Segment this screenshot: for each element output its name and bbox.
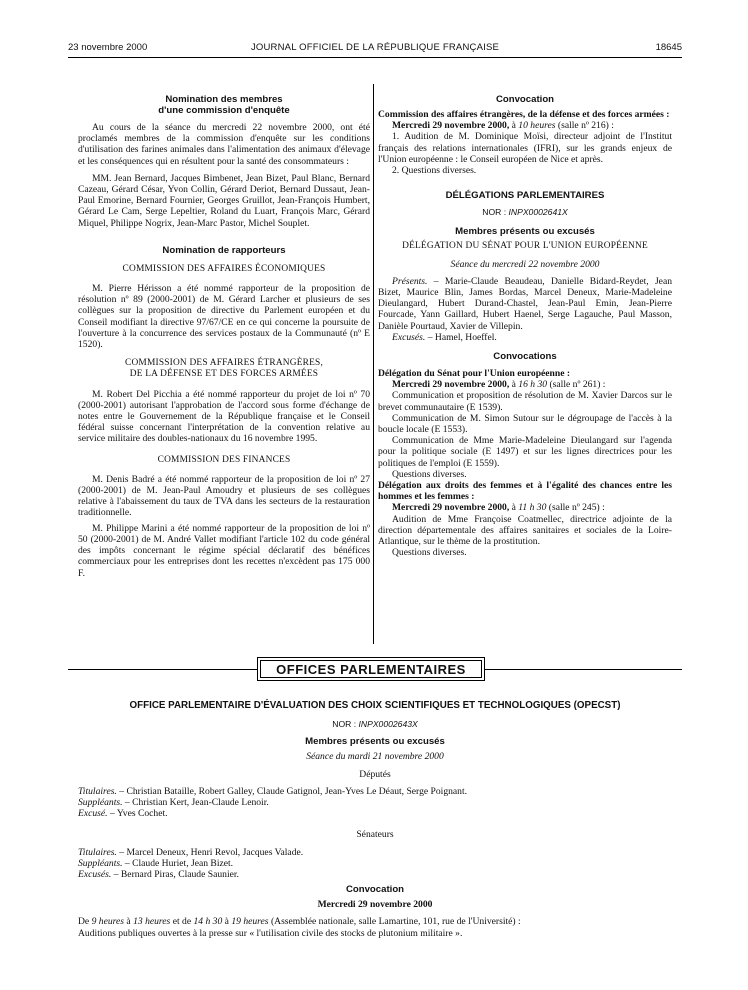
seance-date: Séance du mardi 21 novembre 2000 [306, 751, 444, 763]
members-title: Membres présents ou excusés [455, 226, 595, 238]
label: Suppléants. [78, 857, 123, 869]
commission-heading [78, 358, 370, 380]
date-bold: Mercredi 29 novembre 2000, [392, 379, 510, 391]
presents-list [378, 276, 672, 332]
offices-banner-title: OFFICES PARLEMENTAIRES [260, 660, 482, 678]
opecst-title: OFFICE PARLEMENTAIRE D'ÉVALUATION DES CHOIX SCIENTIFIQUES ET TECHNOLOGIQUES (OPECST) [129, 700, 621, 711]
names: – Christian Kert, Jean-Claude Lenoir. [122, 797, 269, 809]
label: Suppléants. [78, 797, 123, 809]
nor-reference [378, 207, 672, 218]
deputes-titulaires [78, 786, 672, 797]
time: 10 heures [518, 120, 556, 132]
text: à [222, 916, 232, 928]
text: à [509, 502, 519, 514]
place: (Assemblée nationale, salle Lamartine, 101, rue de l'Université) : [268, 916, 521, 928]
box-rule-right [485, 669, 682, 670]
time: 14 h 30 [193, 916, 223, 928]
group-heading-deputes: Députés [359, 768, 391, 780]
paragraph: M. Pierre Hérisson a été nommé rapporteur de la proposition de résolution nº 89 (2000-2001) de M. Gérard Larcher et plusieurs de ses collègues sur la proposition de directive du Parlement européen et du Conseil modifiant la directive 97/67/CE en ce qui concerne la poursuite de l'ouverture à la concurrence des services postaux de la Communauté (nº E 1520). [78, 283, 370, 351]
excuses-names: – Hamel, Hoeffel. [425, 331, 497, 343]
offices-banner [257, 657, 485, 681]
room: (salle nº 245) : [546, 502, 605, 514]
nor-label: NOR : [482, 207, 509, 218]
agenda-item: 1. Audition de M. Dominique Moïsi, directeur adjoint de l'Institut français des relations internationales (IFRI), sur les grands enjeux de l'Union européenne : le Conseil européen de Nice et après. [378, 131, 672, 165]
label: Titulaires. [78, 785, 117, 797]
left-column [78, 94, 370, 579]
convocation-text: Auditions publiques ouvertes à la presse sur « l'utilisation civile des stocks de plutonium militaire ». [78, 927, 463, 939]
paragraph: M. Robert Del Picchia a été nommé rapporteur du projet de loi nº 70 (2000-2001) autorisant l'approbation de l'accord sous forme d'échange de notes entre le Gouvernement de la République française et le Conseil fédéral suisse concernant l'interprétation de la convention relative au service militaire des doubles-nationaux du 16 novembre 1995. [78, 388, 370, 445]
nor-label: NOR : [332, 719, 359, 730]
agenda-item: Questions diverses. [392, 468, 467, 480]
group-heading-senateurs: Sénateurs [356, 829, 394, 841]
names: – Christian Bataille, Robert Galley, Claude Gatignol, Jean-Yves Le Déaut, Serge Poignant. [116, 785, 468, 797]
column-divider [373, 84, 374, 644]
commission-heading-line: COMMISSION DES AFFAIRES ÉTRANGÈRES, [125, 358, 323, 369]
delegation-name: Délégation du Sénat pour l'Union européenne : [378, 368, 571, 380]
agenda-item: Communication de M. Simon Sutour sur le dégroupage de l'accès à la boucle locale (E 1553). [378, 412, 672, 436]
names: – Yves Cochet. [107, 808, 168, 820]
convocation-date-line [378, 502, 672, 513]
delegation-name: Délégation aux droits des femmes et à l'égalité des chances entre les hommes et les femmes : [378, 480, 672, 503]
convocation-date-line [378, 379, 672, 390]
opecst-section [78, 700, 672, 939]
nor-code: INPX0002643X [358, 719, 418, 730]
commission-heading-line: DE LA DÉFENSE ET DES FORCES ARMÉES [129, 369, 319, 380]
nor-code: INPX0002641X [508, 207, 568, 218]
time: 9 heures [91, 916, 125, 928]
names: – Marcel Deneux, Henri Revol, Jacques Valade. [116, 846, 304, 858]
text: De [78, 916, 92, 928]
senateurs-titulaires [78, 847, 672, 858]
presents-label: Présents. [392, 275, 428, 287]
date-bold: Mercredi 29 novembre 2000, [392, 120, 510, 132]
paragraph: M. Denis Badré a été nommé rapporteur de la proposition de loi nº 27 (2000-2001) de M. Jean-Paul Amoudry et plusieurs de ses collègues relative à l'abaissement du taux de TVA dans les secteurs de la restauration traditionnelle. [78, 473, 370, 519]
date-bold: Mercredi 29 novembre 2000, [392, 502, 510, 514]
section-title-line: Nomination des membres [165, 94, 283, 105]
excuses-label: Excusés. [392, 331, 426, 343]
header-journal-title: JOURNAL OFFICIEL DE LA RÉPUBLIQUE FRANÇAISE [250, 42, 500, 53]
nor-reference [78, 719, 672, 730]
header-page-number: 18645 [655, 42, 682, 53]
page-header [68, 42, 682, 56]
header-date: 23 novembre 2000 [68, 42, 148, 53]
seance-date: Séance du mercredi 22 novembre 2000 [450, 258, 600, 270]
commission-name: Commission des affaires étrangères, de la défense et des forces armées : [378, 109, 670, 120]
paragraph: Au cours de la séance du mercredi 22 novembre 2000, ont été proclamés membres de la commission d'enquête sur les conditions d'utilisation des farines animales dans l'alimentation des animaux d'élevage et les conséquences qui en résultent pour la santé des consommateurs : [78, 122, 370, 167]
delegation-heading: DÉLÉGATION DU SÉNAT POUR L'UNION EUROPÉENNE [402, 241, 648, 252]
text: et de [170, 916, 194, 928]
convocation-title: Convocation [345, 884, 405, 896]
convocation-title: Convocation [495, 94, 555, 105]
box-rule-left [68, 669, 257, 670]
commission-heading: COMMISSION DES AFFAIRES ÉCONOMIQUES [122, 263, 326, 274]
text: à [509, 379, 519, 391]
room: (salle nº 216) : [555, 120, 614, 132]
agenda-item: Questions diverses. [392, 547, 467, 559]
agenda-item: Audition de Mme Françoise Coatmellec, directrice adjointe de la direction départementale des affaires sanitaires et sociales de la Loire-Atlantique, sur le thème de la prostitution. [378, 513, 672, 548]
senateurs-excuses [78, 869, 672, 880]
presents-names: – Marie-Claude Beaudeau, Danielle Bidard-Reydet, Jean Bizet, Maurice Blin, James Bordas, Marcel Deneux, Marie-Madeleine Dieulangard, Hubert Durand-Chastel, Jean-Paul Emin, Jean-Pierre Fourcade, Yann Gaillard, Hubert Haenel, Serge Lagauche, Paul Masson, Danièle Pourtaud, Xavier de Villepin. [378, 275, 672, 332]
senateurs-suppleants [78, 858, 672, 869]
label: Titulaires. [78, 846, 117, 858]
paragraph: M. Philippe Marini a été nommé rapporteur de la proposition de loi nº 50 (2000-2001) de M. André Vallet modifiant l'article 102 du code général des impôts concernant le régime spécial déclaratif des bénéfices commerciaux pour les entreprises dont les recettes n'excèdent pas 175 000 F. [78, 522, 370, 579]
convocation-date-line [378, 120, 672, 131]
section-title-line: d'une commission d'enquête [158, 105, 290, 116]
time: 19 heures [231, 916, 269, 928]
label: Excusés. [78, 869, 112, 881]
section-title-enquete [78, 94, 370, 116]
names: – Claude Huriet, Jean Bizet. [122, 857, 234, 869]
section-title-rapporteurs: Nomination de rapporteurs [162, 244, 286, 256]
text: à [124, 916, 134, 928]
time: 13 heures [133, 916, 171, 928]
agenda-item: 2. Questions diverses. [392, 165, 477, 177]
time: 16 h 30 [518, 379, 548, 391]
room: (salle nº 261) : [547, 379, 606, 391]
header-rule [68, 57, 682, 58]
label: Excusé. [78, 808, 108, 820]
right-column [378, 94, 672, 559]
delegations-title: DÉLÉGATIONS PARLEMENTAIRES [445, 190, 605, 202]
agenda-item: Communication de Mme Marie-Madeleine Dieulangard sur l'agenda pour la politique sociale (E 1497) et sur les lignes directrices pour les politiques de l'emploi (E 1559). [378, 435, 672, 469]
names: – Bernard Piras, Claude Saunier. [111, 869, 239, 881]
members-title: Membres présents ou excusés [305, 736, 445, 748]
commission-heading: COMMISSION DES FINANCES [157, 454, 291, 465]
text: à [509, 120, 519, 132]
deputes-excuse [78, 808, 672, 819]
time: 11 h 30 [518, 502, 547, 514]
convocations-title: Convocations [493, 351, 557, 363]
excuses-list [378, 332, 672, 343]
convocation-schedule [78, 916, 672, 927]
deputes-suppleants [78, 797, 672, 808]
paragraph: MM. Jean Bernard, Jacques Bimbenet, Jean Bizet, Paul Blanc, Bernard Cazeau, Gérard César, Yvon Collin, Gérard Deriot, Bernard Dussaut, Jean-Paul Emorine, Bernard Fournier, Georges Gruillot, Jean-François Humbert, Gérard Le Cam, Serge Lepeltier, Roland du Luart, François Marc, Gérard Miquel, Philippe Nogrix, Jean-Marc Pastor, Michel Souplet. [78, 172, 370, 229]
agenda-item: Communication et proposition de résolution de M. Xavier Darcos sur le brevet communautaire (E 1539). [378, 390, 672, 413]
convocation-date: Mercredi 29 novembre 2000 [317, 899, 433, 911]
